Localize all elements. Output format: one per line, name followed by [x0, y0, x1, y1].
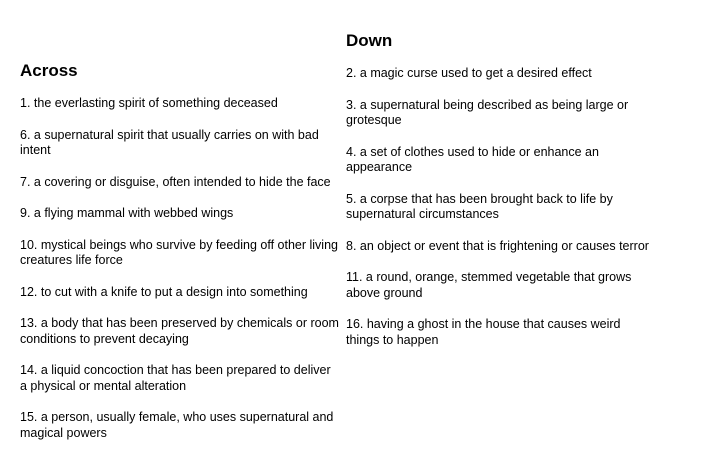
down-clue-list: [346, 66, 656, 364]
across-clue-9: 9. a flying mammal with webbed wings: [20, 206, 234, 220]
down-clue-8: 8. an object or event that is frightening or causes terror: [346, 238, 649, 253]
across-clue-list: [20, 96, 340, 457]
down-heading: Down: [346, 31, 393, 50]
across-clue-12: 12. to cut with a knife to put a design into something: [20, 284, 308, 299]
across-clue-14: 14. a liquid concoction that has been prepared to deliver a physical or mental alteration: [20, 363, 331, 393]
down-clue-5: 5. a corpse that has been brought back to life by supernatural circumstances: [346, 191, 613, 221]
across-clue-15: 15. a person, usually female, who uses supernatural and magical powers: [20, 410, 334, 440]
down-clue-11: 11. a round, orange, stemmed vegetable that grows above ground: [346, 270, 632, 300]
across-clue-7: 7. a covering or disguise, often intended to hide the face: [20, 174, 331, 189]
down-clue-4: 4. a set of clothes used to hide or enhance an appearance: [346, 144, 599, 174]
across-clue-13: 13. a body that has been preserved by chemicals or room conditions to prevent decaying: [20, 316, 339, 346]
across-clue-1: 1. the everlasting spirit of something deceased: [20, 96, 278, 110]
across-heading: Across: [20, 61, 78, 80]
across-clue-6: 6. a supernatural spirit that usually carries on with bad intent: [20, 127, 319, 157]
down-clue-16: 16. having a ghost in the house that causes weird things to happen: [346, 317, 621, 347]
across-clue-10: 10. mystical beings who survive by feeding off other living creatures life force: [20, 237, 338, 267]
down-clue-2: 2. a magic curse used to get a desired effect: [346, 66, 592, 80]
down-clue-3: 3. a supernatural being described as being large or grotesque: [346, 97, 629, 127]
